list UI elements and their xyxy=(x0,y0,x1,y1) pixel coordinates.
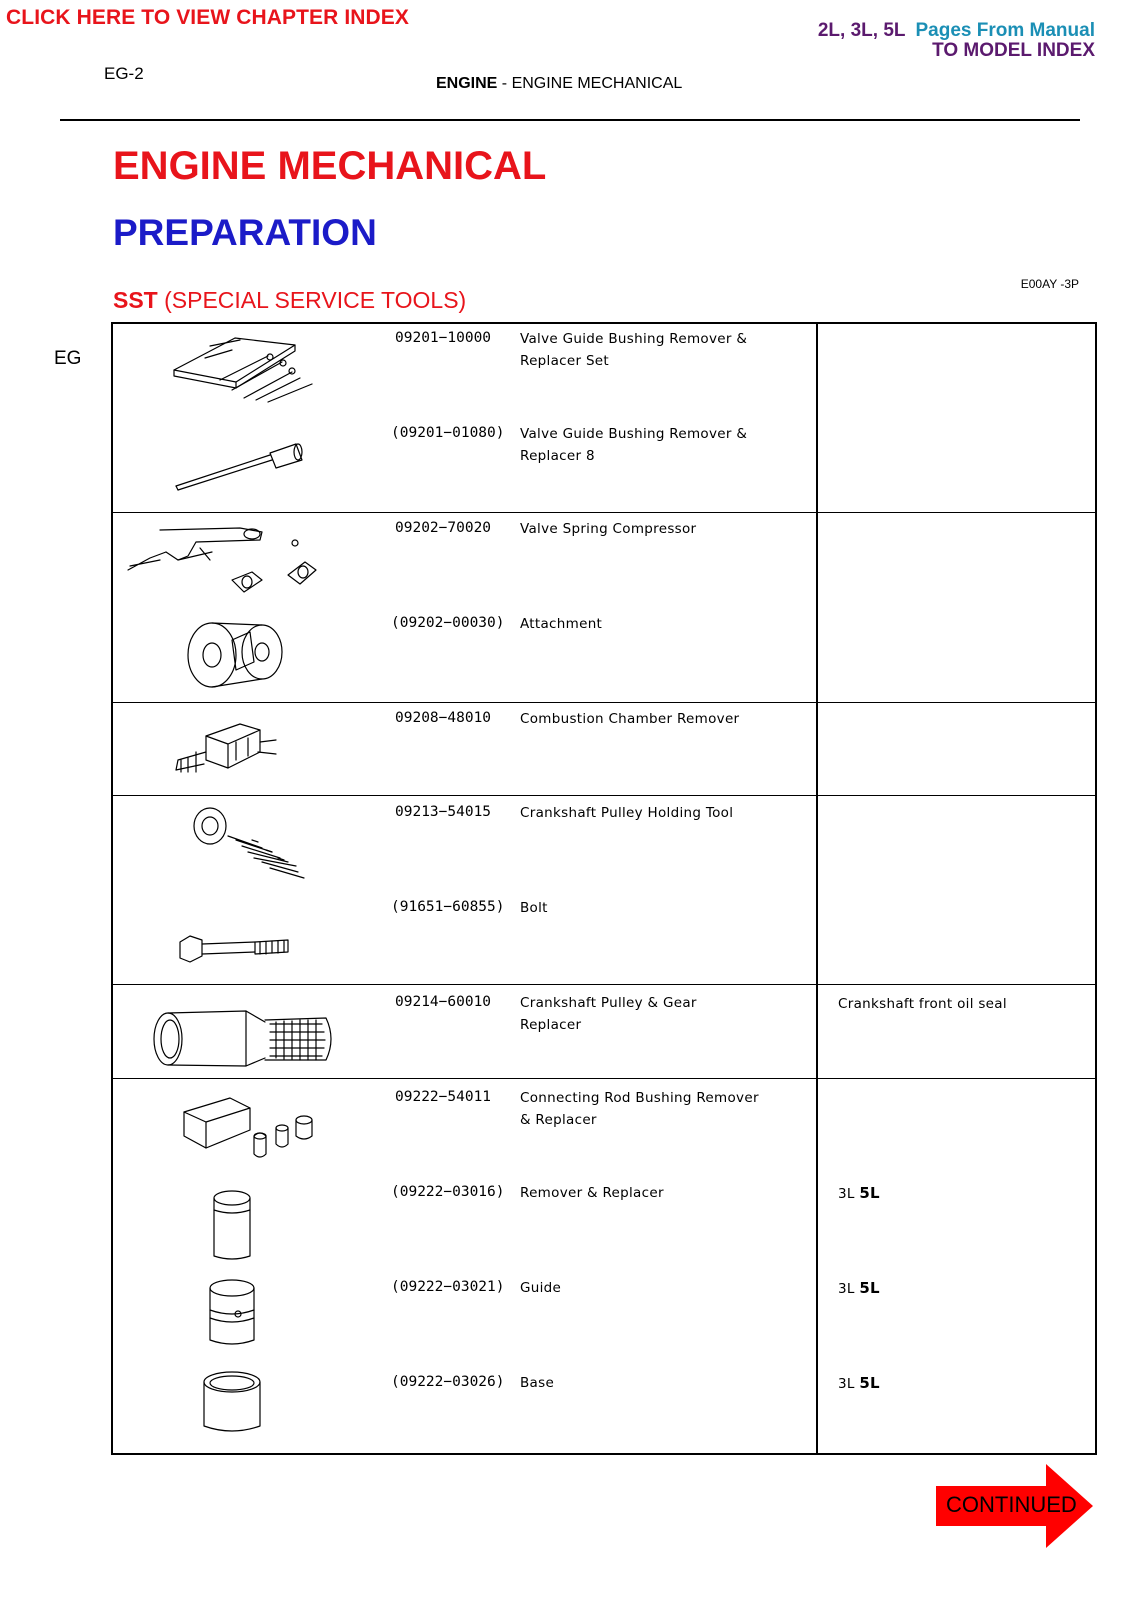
part-number: 09222−54011 xyxy=(395,1089,492,1105)
section-title: PREPARATION xyxy=(113,212,377,253)
part-number: 09214−60010 xyxy=(395,994,492,1010)
tool-name: Crankshaft Pulley & Gear Replacer xyxy=(520,995,697,1033)
part-number: (09202−00030) xyxy=(391,615,505,631)
page-title: ENGINE MECHANICAL xyxy=(113,144,547,188)
tool-name: Attachment xyxy=(520,616,603,632)
running-head-rest: - ENGINE MECHANICAL xyxy=(497,75,683,92)
part-number: 09208−48010 xyxy=(395,710,492,726)
side-tab: EG xyxy=(54,348,82,369)
sst-heading-rest: (SPECIAL SERVICE TOOLS) xyxy=(157,287,467,313)
part-number: (09222−03016) xyxy=(391,1184,505,1200)
continued-button[interactable] xyxy=(936,1464,1093,1548)
models-text: 2L, 3L, 5L xyxy=(817,20,906,41)
remover-8-image xyxy=(176,444,302,490)
remover-replacer-image xyxy=(214,1191,250,1259)
tool-note: Crankshaft front oil seal xyxy=(838,996,1007,1012)
tool-note: 3L 5L xyxy=(838,1279,880,1297)
part-number: (09222−03021) xyxy=(391,1279,505,1295)
base-image xyxy=(204,1372,260,1431)
tool-name: Remover & Replacer xyxy=(520,1185,664,1201)
tool-name: Valve Spring Compressor xyxy=(520,521,697,537)
part-number: 09213−54015 xyxy=(395,804,492,820)
bolt-image xyxy=(180,936,288,962)
pulley-holding-tool-image xyxy=(194,808,304,878)
part-number: (91651−60855) xyxy=(391,899,505,915)
tool-name: Combustion Chamber Remover xyxy=(520,711,740,727)
combustion-chamber-remover-image xyxy=(176,724,276,772)
tool-name: Base xyxy=(520,1375,555,1391)
model-index-link[interactable]: TO MODEL INDEX xyxy=(932,40,1095,61)
pulley-gear-replacer-image xyxy=(154,1011,331,1066)
tool-note: 3L 5L xyxy=(838,1374,880,1392)
sst-heading-bold: SST xyxy=(113,287,158,313)
pages-from-manual-link[interactable]: Pages From Manual xyxy=(915,20,1095,41)
part-number: (09222−03026) xyxy=(391,1374,505,1390)
tool-name: Guide xyxy=(520,1280,562,1296)
part-number: 09201−10000 xyxy=(395,330,492,346)
attachment-image xyxy=(188,623,282,687)
part-number: 09202−70020 xyxy=(395,520,492,536)
part-number: (09201−01080) xyxy=(391,425,505,441)
guide-image xyxy=(210,1280,254,1344)
tool-name: Valve Guide Bushing Remover & Replacer 8 xyxy=(520,426,748,464)
rod-bushing-set-image xyxy=(184,1098,312,1157)
valve-spring-compressor-image xyxy=(128,528,316,592)
chapter-index-link[interactable]: CLICK HERE TO VIEW CHAPTER INDEX xyxy=(6,6,410,29)
running-head-bold: ENGINE xyxy=(436,75,498,92)
tool-name: Crankshaft Pulley Holding Tool xyxy=(520,805,734,821)
tool-name: Bolt xyxy=(520,900,548,916)
document-code: E00AY -3P xyxy=(1020,277,1079,291)
tool-name: Connecting Rod Bushing Remover & Replacer xyxy=(520,1090,759,1128)
valve-guide-set-image xyxy=(174,338,312,402)
tool-name: Valve Guide Bushing Remover & Replacer Set xyxy=(520,331,748,369)
tool-note: 3L 5L xyxy=(838,1184,880,1202)
continued-label: CONTINUED xyxy=(946,1492,1077,1517)
page-number: EG-2 xyxy=(104,64,144,83)
